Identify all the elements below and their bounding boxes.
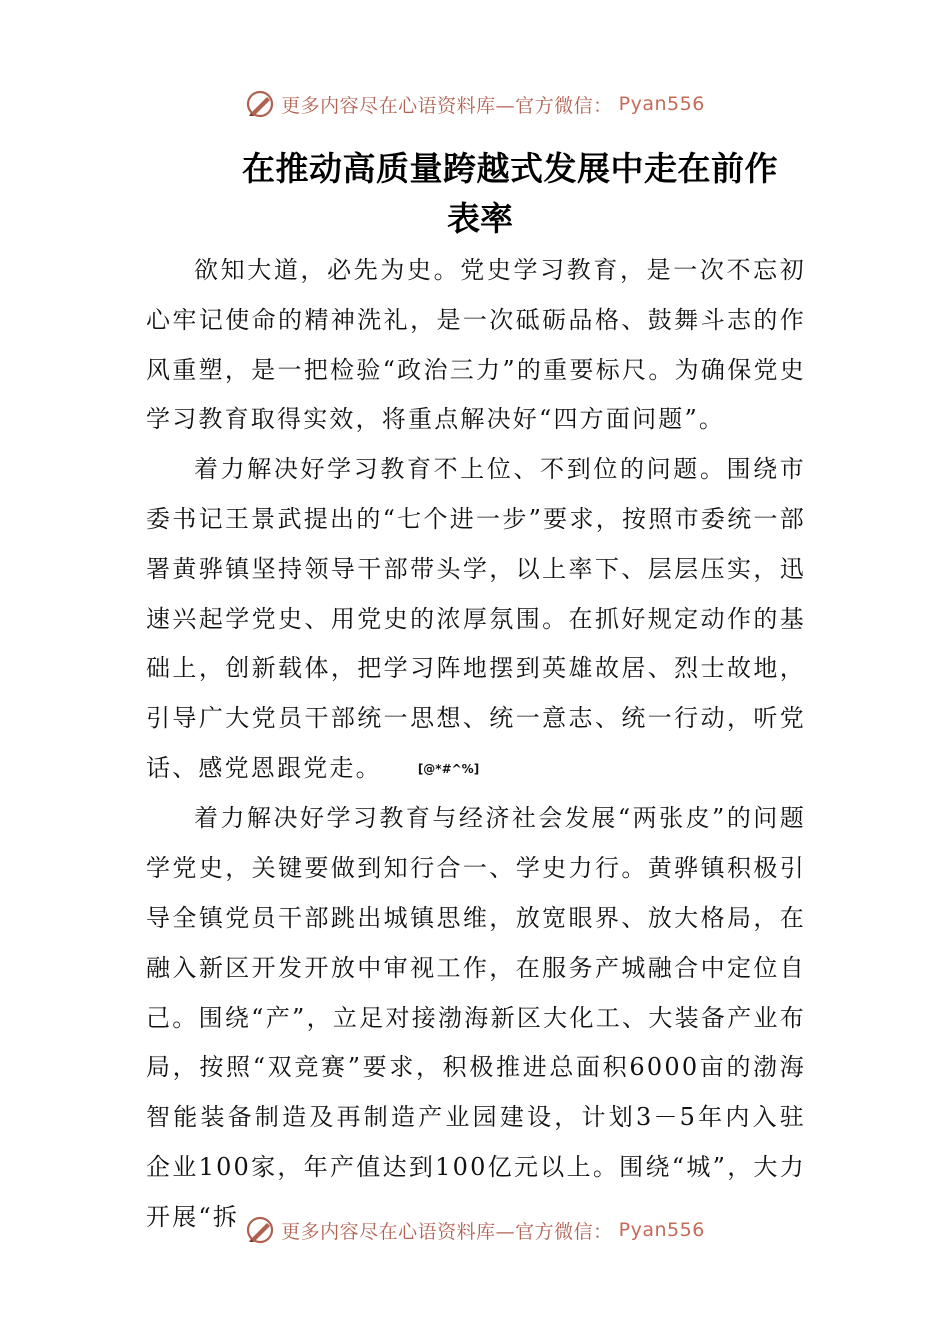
paragraph-1-text: 欲知大道，必先为史。党史学习教育，是一次不忘初心牢记使命的精神洗礼，是一次砥砺品格、鼓舞斗志的作风重塑，是一把检验“政治三力”的重要标尺。为确保党史学习教育取得实效，将重点解决好“四方面问题”。	[146, 256, 806, 434]
paragraph-2	[146, 445, 806, 794]
title-line-2: 表率	[447, 199, 513, 238]
document-title	[145, 144, 805, 244]
watermark-text: 更多内容尽在心语资料库—官方微信：	[281, 94, 613, 117]
inline-marker: [@*#^%]	[417, 761, 480, 776]
watermark-header	[0, 84, 950, 124]
pen-logo-icon	[245, 1215, 275, 1245]
title-line-1: 在推动高质量跨越式发展中走在前作	[242, 149, 778, 188]
paragraph-3-text: 着力解决好学习教育与经济社会发展“两张皮”的问题学党史，关键要做到知行合一、学史力行。黄骅镇积极引导全镇党员干部跳出城镇思维，放宽眼界、放大格局，在融入新区开发开放中审视工作，在服务产城融合中定位自己。围绕“产”，立足对接渤海新区大化工、大装备产业布局，按照“双竞赛”要求，积极推进总面积6000亩的渤海智能装备制造及再制造产业园建设，计划3－5年内入驻企业100家，年产值达到100亿元以上。围绕“城”，大力开展“拆	[146, 804, 806, 1231]
paragraph-3	[146, 794, 806, 1242]
watermark-text: 更多内容尽在心语资料库—官方微信：	[281, 1220, 613, 1243]
watermark-wechat-id: Pyan556	[618, 1219, 705, 1241]
watermark-wechat-id: Pyan556	[618, 93, 705, 115]
watermark-footer	[0, 1210, 950, 1250]
pen-logo-icon	[245, 89, 275, 119]
paragraph-1	[146, 246, 806, 445]
document-body	[146, 246, 806, 1243]
paragraph-2-text: 着力解决好学习教育不上位、不到位的问题。围绕市委书记王景武提出的“七个进一步”要求，按照市委统一部署黄骅镇坚持领导干部带头学，以上率下、层层压实，迅速兴起学党史、用党史的浓厚氛围。在抓好规定动作的基础上，创新载体，把学习阵地摆到英雄故居、烈士故地，引导广大党员干部统一思想、统一意志、统一行动，听党话、感党恩跟党走。	[146, 455, 806, 782]
